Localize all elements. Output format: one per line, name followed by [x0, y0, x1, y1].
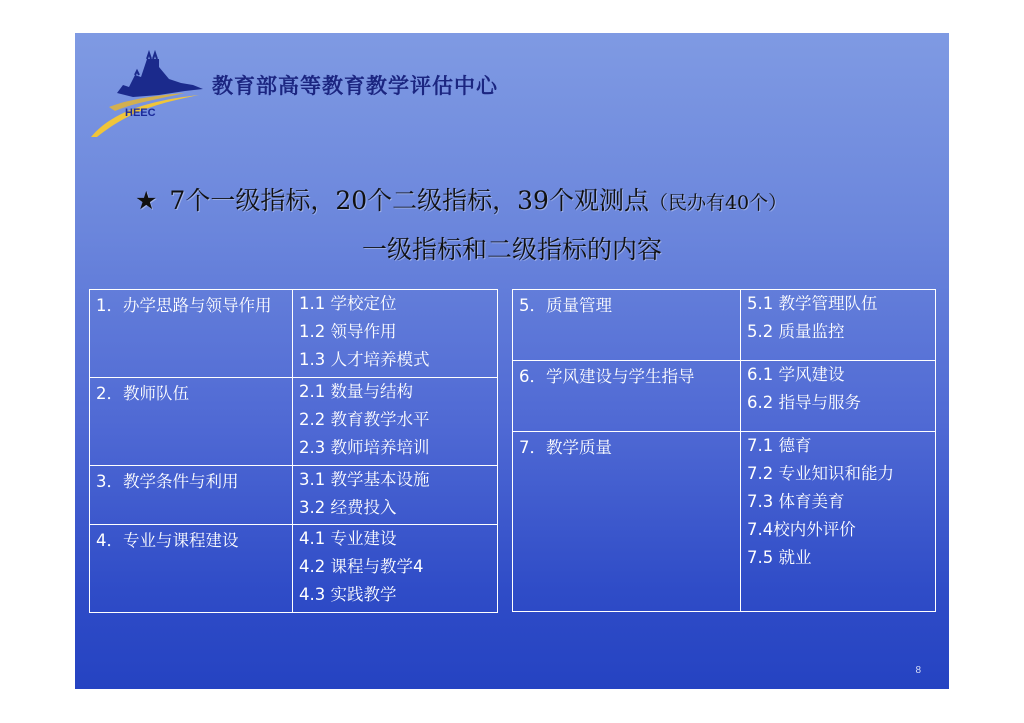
primary-indicator: 4．专业与课程建设 [90, 525, 293, 613]
secondary-indicator: 2.1 数量与结构 [299, 382, 413, 401]
table-row [90, 378, 498, 466]
secondary-indicator: 7.4校内外评价 [747, 520, 856, 539]
org-name: 教育部高等教育教学评估中心 [212, 74, 498, 98]
secondary-indicators [293, 525, 498, 613]
secondary-indicator: 7.5 就业 [747, 548, 812, 567]
secondary-indicators [293, 466, 498, 525]
slide [75, 33, 949, 689]
secondary-indicator: 3.2 经费投入 [299, 498, 397, 517]
secondary-indicator: 1.1 学校定位 [299, 294, 397, 313]
secondary-indicators [293, 378, 498, 466]
table-row [90, 290, 498, 378]
secondary-indicator: 1.3 人才培养模式 [299, 350, 430, 369]
primary-indicator: 7．教学质量 [513, 432, 741, 612]
secondary-indicators [293, 290, 498, 378]
logo-text: HEEC [125, 107, 156, 119]
right-indicator-table [512, 289, 936, 612]
table-row [513, 290, 936, 361]
left-indicator-table [89, 289, 498, 613]
heec-logo [89, 45, 211, 141]
star-icon: ★ [135, 186, 158, 215]
secondary-indicator: 3.1 教学基本设施 [299, 470, 430, 489]
secondary-indicator: 4.2 课程与教学4 [299, 557, 424, 576]
secondary-indicator: 4.1 专业建设 [299, 529, 397, 548]
primary-indicator: 1．办学思路与领导作用 [90, 290, 293, 378]
primary-indicator: 6．学风建设与学生指导 [513, 361, 741, 432]
secondary-indicator: 6.2 指导与服务 [747, 393, 861, 412]
secondary-indicator: 7.2 专业知识和能力 [747, 464, 894, 483]
table-row [513, 361, 936, 432]
headline-text: 7个一级指标，20个二级指标，39个观测点 [169, 186, 649, 215]
secondary-indicator: 2.2 教育教学水平 [299, 410, 430, 429]
headline-note: （民办有40个） [648, 192, 788, 214]
secondary-indicator: 7.1 德育 [747, 436, 812, 455]
table-row [513, 432, 936, 612]
secondary-indicators [741, 432, 936, 612]
secondary-indicator: 1.2 领导作用 [299, 322, 397, 341]
secondary-indicators [741, 361, 936, 432]
secondary-indicator: 7.3 体育美育 [747, 492, 845, 511]
secondary-indicator: 2.3 教师培养培训 [299, 438, 430, 457]
table-row [90, 466, 498, 525]
primary-indicator: 3．教学条件与利用 [90, 466, 293, 525]
primary-indicator: 2．教师队伍 [90, 378, 293, 466]
secondary-indicator: 5.2 质量监控 [747, 322, 845, 341]
secondary-indicators [741, 290, 936, 361]
headline [135, 181, 895, 217]
table-row [90, 525, 498, 613]
subheadline: 一级指标和二级指标的内容 [361, 235, 662, 264]
secondary-indicator: 6.1 学风建设 [747, 365, 845, 384]
primary-indicator: 5．质量管理 [513, 290, 741, 361]
secondary-indicator: 4.3 实践教学 [299, 585, 397, 604]
secondary-indicator: 5.1 教学管理队伍 [747, 294, 878, 313]
page-number: 8 [915, 665, 921, 676]
